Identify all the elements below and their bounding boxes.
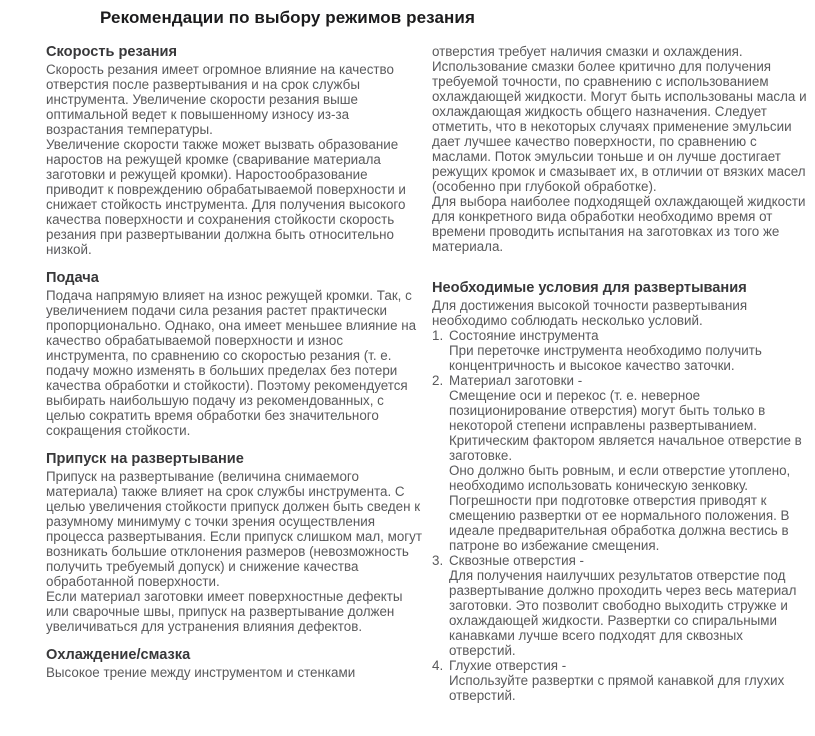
paragraph: Смещение оси и перекос (т. е. неверное позиционирование отверстия) могут быть только в некоторой степени исправлены развертыванием. Критическим фактором является начальное отверстие в заготовке. <box>449 388 802 463</box>
item-number: 2. <box>432 373 444 388</box>
section-heading: Охлаждение/смазка <box>46 647 191 663</box>
conditions-list <box>432 328 810 703</box>
paragraph: Высокое трение между инструментом и стенками <box>46 665 356 680</box>
paragraph: Увеличение скорости также может вызвать образование наростов на режущей кромке (сваривание материала заготовки и режущей кромки). Наростообразование приводит к повреждению обрабатываемой поверхности и снижает стойкость инструмента. Для получения высокого качества поверхности и сохранения стойкости скорость резания при развертывании должна быть относительно низкой. <box>46 137 406 257</box>
list-item-tool-condition <box>432 328 810 373</box>
list-item-workpiece-material <box>432 373 810 553</box>
right-column <box>432 44 810 703</box>
item-number: 3. <box>432 553 444 568</box>
item-title: Глухие отверстия - <box>449 658 567 673</box>
item-number: 4. <box>432 658 444 673</box>
item-title: Состояние инструмента <box>449 328 599 343</box>
section-cutting-speed <box>46 44 425 257</box>
paragraph: Оно должно быть ровным, и если отверстие утоплено, необходимо использовать коническую зенковку. Погрешности при подготовке отверстия приводят к смещению развертки от ее нормального положения. В идеале предварительная обработка должна вестись в патроне во избежание смещения. <box>449 463 791 553</box>
paragraph: Для выбора наиболее подходящей охлаждающей жидкости для конкретного вида обработки необходимо время от времени проводить испытания на заготовках из того же материала. <box>432 194 806 254</box>
item-number: 1. <box>432 328 444 343</box>
section-feed <box>46 270 425 438</box>
section-reaming-allowance <box>46 451 425 634</box>
paragraph: При переточке инструмента необходимо получить концентричность и высокое качество заточки. <box>449 343 762 373</box>
section-heading: Подача <box>46 270 99 286</box>
paragraph: Скорость резания имеет огромное влияние на качество отверстия после развертывания и на срок службы инструмента. Увеличение скорости резания выше оптимальной ведет к повышенному износу из-за возрастания температуры. <box>46 62 394 137</box>
item-title: Материал заготовки - <box>449 373 583 388</box>
item-title: Сквозные отверстия - <box>449 553 584 568</box>
list-item-through-holes <box>432 553 810 658</box>
conditions-intro: Для достижения высокой точности развертывания необходимо соблюдать несколько условий. <box>432 298 748 328</box>
cooling-continuation <box>432 44 810 254</box>
paragraph: Используйте развертки с прямой канавкой для глухих отверстий. <box>449 673 785 703</box>
section-heading: Припуск на развертывание <box>46 451 244 467</box>
section-reaming-conditions <box>432 280 810 703</box>
left-column <box>46 44 425 693</box>
section-heading: Необходимые условия для развертывания <box>432 280 747 296</box>
page-title: Рекомендации по выбору режимов резания <box>100 8 475 27</box>
paragraph: отверстия требует наличия смазки и охлаждения. Использование смазки более критично для получения требуемой точности, по сравнению с использованием охлаждающей жидкости. Могут быть использованы масла и охлаждающая жидкость общего назначения. Следует отметить, что в некоторых случаях применение эмульсии дает лучшее качество поверхности, по сравнению с маслами. Поток эмульсии тоньше и он лучше достигает режущих кромок и смазывает их, в отличии от вязких масел (особенно при глубокой обработке). <box>432 44 807 194</box>
paragraph: Для получения наилучших результатов отверстие под развертывание должно проходить через весь материал заготовки. Это позволит свободно выходить стружке и охлаждающей жидкости. Развертки со спиральными канавками лучше всего подходят для сквозных отверстий. <box>449 568 797 658</box>
paragraph: Подача напрямую влияет на износ режущей кромки. Так, с увеличением подачи сила резания растет практически пропорционально. Однако, она имеет меньшее влияние на качество обрабатываемой поверхности и износ инструмента, по сравнению со скоростью резания (т. е. подачу можно изменять в больших пределах без потери качества обработки и стойкости). Поэтому рекомендуется выбирать наибольшую подачу из рекомендованных, с целью сократить время обработки без значительного сокращения стойкости. <box>46 288 417 438</box>
section-cooling-lubrication <box>46 647 425 680</box>
list-item-blind-holes <box>432 658 810 703</box>
section-heading: Скорость резания <box>46 44 178 60</box>
paragraph: Припуск на развертывание (величина снимаемого материала) также влияет на срок службы инструмента. С целью увеличения стойкости припуск должен быть сведен к разумному минимуму с точки зрения осуществления процесса развертывания. Если припуск слишком мал, могут возникать большие отклонения размеров (невозможность получить требуемый допуск) и снижение качества обработанной поверхности. <box>46 469 422 589</box>
paragraph: Если материал заготовки имеет поверхностные дефекты или сварочные швы, припуск на развертывание должен увеличиваться для устранения влияния дефектов. <box>46 589 403 634</box>
